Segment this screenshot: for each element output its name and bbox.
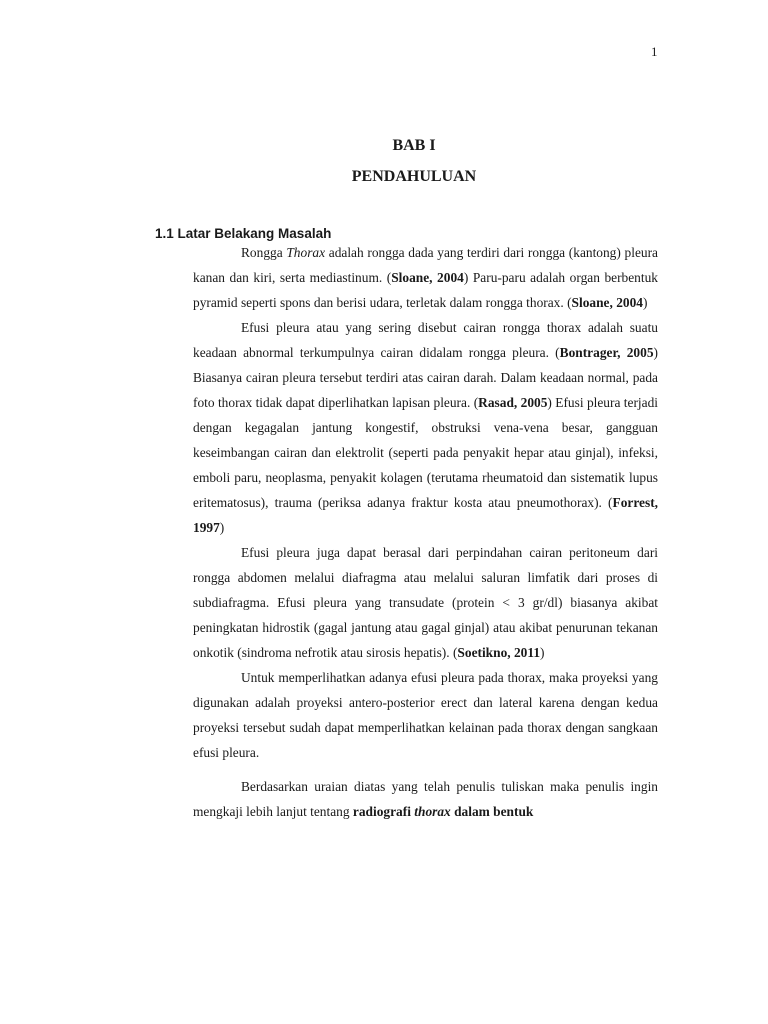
citation: Sloane, 2004 (571, 295, 643, 310)
citation: Soetikno, 2011 (457, 645, 541, 660)
chapter-label: BAB I (392, 137, 436, 154)
paragraph-text: ) (540, 645, 545, 660)
paragraph-text: ) (219, 520, 225, 535)
paragraph-text: Rongga (241, 245, 287, 260)
paragraph-text: adalah rongga dada yang terdiri dari rongga (kantong) pleura kanan dan kiri, serta mediastinum. ( (193, 245, 658, 285)
citation: Forrest, 1997 (193, 495, 658, 535)
paragraph-text: ) Paru-paru adalah organ berbentuk pyramid seperti spons dan berisi udara, terletak dalam rongga thorax. ( (193, 270, 658, 310)
citation: Bontrager, 2005 (559, 345, 654, 360)
paragraph-text: ) Efusi pleura terjadi dengan kegagalan jantung kongestif, obstruksi vena-vena besar, gangguan keseimbangan cairan dan elektrolit (seperti pada penyakit hepar atau ginjal), infeksi, emboli paru, neoplasma, penyakit kolagen (terutama rheumatoid dan sistematik lupus eritematosus), trauma (periksa adanya fraktur kosta atau pneumothorax). ( (193, 395, 658, 510)
body-text (193, 240, 658, 824)
paragraph-text: Efusi pleura juga dapat berasal dari perpindahan cairan peritoneum dari rongga abdomen melalui diafragma atau melalui saluran limfatik dari proses di subdiafragma. Efusi pleura yang transudate (protein < 3 gr/dl) biasanya akibat peningkatan hidrostik (gagal jantung atau gagal ginjal) atau akibat penurunan tekanan onkotik (sindroma nefrotik atau sirosis hepatis). ( (193, 545, 658, 660)
paragraph-text: Untuk memperlihatkan adanya efusi pleura pada thorax, maka proyeksi yang digunakan adalah proyeksi antero-posterior erect dan lateral karena dengan kedua proyeksi tersebut sudah dapat memperlihatkan kelainan pada thorax dengan sangkaan efusi pleura. (193, 670, 658, 760)
paragraph-text: ) (642, 295, 648, 310)
strong-text: radiografi (352, 804, 415, 819)
section-heading: 1.1 Latar Belakang Masalah (155, 226, 332, 241)
strong-text: dalam bentuk (450, 804, 534, 819)
strong-emphasis-text: thorax (414, 804, 451, 819)
paragraph (193, 240, 658, 315)
emphasis-text: Thorax (286, 245, 326, 260)
paragraph (193, 665, 658, 765)
paragraph-text: ) Biasanya cairan pleura tersebut terdiri atas cairan darah. Dalam keadaan normal, pada foto thorax tidak dapat diperlihatkan lapisan pleura. ( (193, 345, 658, 410)
citation: Rasad, 2005 (478, 395, 548, 410)
citation: Sloane, 2004 (391, 270, 464, 285)
paragraph-text: Efusi pleura atau yang sering disebut cairan rongga thorax adalah suatu keadaan abnormal terkumpulnya cairan didalam rongga pleura. ( (193, 320, 658, 360)
chapter-title: PENDAHULUAN (351, 168, 477, 185)
paragraph (193, 774, 658, 824)
paragraph (193, 315, 658, 540)
page-number: 1 (651, 44, 658, 59)
paragraph (193, 540, 658, 665)
paragraph-text: Berdasarkan uraian diatas yang telah penulis tuliskan maka penulis ingin mengkaji lebih lanjut tentang (193, 779, 658, 819)
